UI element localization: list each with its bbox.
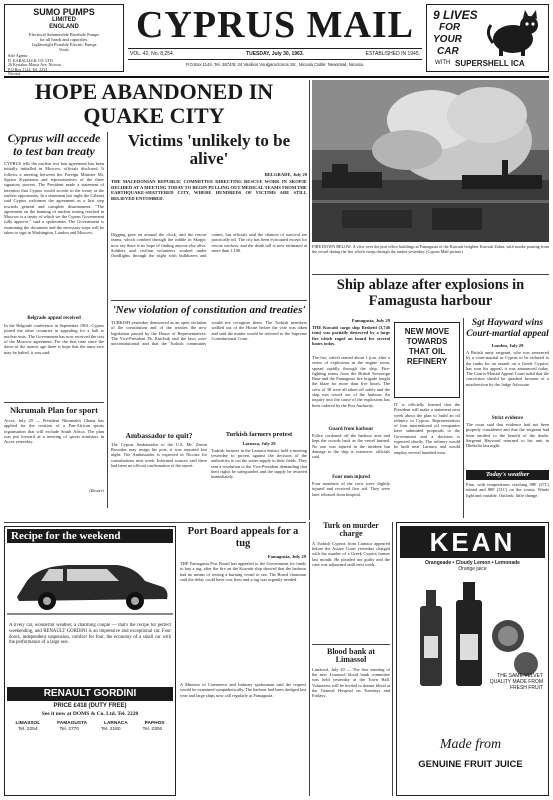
renault-towns: [7, 721, 173, 726]
weather-title: Today's weather: [466, 470, 549, 480]
turkish-farmers-body: Turkish farmers in the Larnaca district held a meeting yesterday to protest against the decision of the authorities to cut the water supply to their fields. They sent a resolution to the Vice-President demanding that their rights be safeguarded and the supply be restored immediately.: [211, 447, 307, 480]
turkish-farmers-story: [211, 432, 307, 520]
sumo-lines: Electrical Submersible Borehole Pumps for all heads and capacities. Lightweight Portable Electric Pumps Units: [28, 32, 100, 52]
cyprus-body: CYPRUS tells the nuclear test ban agreement has been initially initialled in Moscow, officials disclosed. It follows a meeting between the Foreign Minister Mr. Spyros Kyprianou and representatives of the three signatory powers. The President made a statement of intention that Cyprus would accede to the treaty at the earliest opportunity. In a statement last night the Cabinet said Cyprus welcomes the agreement as a first step towards general and complete disarmament. "The agreement on the banning of nuclear testing reached in Moscow is a treaty of which we the Cyprus Government fully approve," said a spokesman. The Government is examining the document and the necessary steps will be taken to sign in Washington, London and Moscow.: [4, 161, 104, 236]
masthead-rule-top: [128, 48, 422, 49]
nkrumah-body: Accra, July 29 — President Nkrumah's Ghana has applied for the creation of a Pan-African sports organisation that will exclude South Africa. The plan was put forward at a meeting of sports ministers in Accra yesterday.: [4, 417, 104, 445]
renault-car-image: [7, 545, 173, 621]
phone-larnaca: Tel. 2180: [101, 727, 121, 732]
ship-sub2: Four men injured: [332, 475, 370, 480]
phone-limassol: Tel. 2254: [18, 727, 38, 732]
oil-refinery-body: IT is officially learned that the President will make a statement next week about the plan to build an oil refinery in Cyprus. Representatives of four international oil companies have submitted proposals to the Government and a decision is expected shortly. The refinery would be built near Larnaca and would employ several hundred men.: [394, 402, 460, 455]
oil-refinery-box: [394, 322, 460, 398]
shell-line5: WITH: [435, 60, 451, 66]
sumo-subtitle1: LIMITED: [52, 17, 76, 23]
protest-body: TURKISH yesterday denounced as an open violation of the constitution and of the treaties the new legislation passed by the House of Representatives. The Vice-President Dr. Kutchuk said the laws were unconstitutional and that the Turkish community would not recognise them. The Turkish members walked out of the House before the vote was taken and said the matter would be referred to the Supreme Constitutional Court.: [111, 320, 307, 347]
rule-ads-top: [4, 522, 306, 523]
cyprus-belgrade-head: Belgrade appeal received: [27, 316, 81, 322]
rule-under-masthead: [4, 76, 549, 78]
turkish-farmers-subhead: Larnaca, July 29: [242, 440, 276, 446]
nkrumah-headline: Nkrumah Plan for sport: [10, 405, 98, 415]
port-board-body: THE Famagusta Port Board has appealed to the Government for funds to buy a tug, after the fire on the Kuwaiti ship showed that the harbour had no means of towing a burning vessel to sea. The Board chairman said the delay could have cost lives and a tug was urgently needed.: [180, 561, 306, 582]
shell-line1: 9 LIVES: [433, 8, 478, 22]
masthead-rule-bottom: [128, 59, 422, 60]
nkrumah-byline: (Reuter): [89, 487, 104, 493]
kean-subtitle: Orangeade • Cloudy Lemon • Lemonade: [425, 560, 520, 566]
rule-victims: [111, 300, 307, 301]
turk-murder-headline: Turk on murder charge: [323, 521, 379, 539]
renault-phones: [7, 727, 173, 732]
masthead-address: P.O.Box 1144, Tel. 2874/5; 24 Vasilios Voulgaroctonos Str., Nicosia Cable: Newsmail, Nicosia.: [185, 62, 365, 67]
hayward-story: [466, 318, 549, 466]
kean-genuine: GENUINE FRUIT JUICE: [418, 759, 523, 770]
photo-caption: FIRE DOWN BELOW. A view over the port office buildings at Famagusta of the Kuwaiti freighter Kuwaiti Zahra, with smoke pouring from the vessel during the fire which swept through the tanker yesterday. (Cyprus Mail picture): [312, 244, 549, 254]
sumo-title: SUMO PUMPS: [33, 7, 95, 17]
town-paphos: PAPHOS: [144, 721, 165, 726]
cat-mascot-icon: [483, 9, 545, 57]
rule-photo: [312, 274, 549, 275]
ship-story-body: [312, 318, 390, 518]
ship-fire-photo: [312, 80, 549, 242]
town-famagusta: FAMAGUSTA: [57, 721, 88, 726]
ship-sub1-body: Police cordoned off the harbour area and kept the crowds back as the vessel burned. No one was injured in the incident but damage to the ship is extensive, officials said.: [312, 433, 390, 460]
renault-ad: [4, 526, 176, 796]
ship-body: The fire, which started about 1 p.m. after a series of explosions in the engine room, spread rapidly through the ship. Fire-fighting teams from the British Sovereign Base and the Famagusta fire brigade fought the blaze for more than five hours. The crew of 38 were all taken off safely and the ship was towed out of the harbour. An inquiry into the cause of the explosions has been ordered by the Port Authority.: [312, 355, 390, 408]
victims-lede: THE MACEDONIAN REPUBLIC COMMITTEE DIRECTING RESCUE WORK IN SKOPJE DECIDED AT A MEETING TODAY TO BEGIN PULLING OUT MEDICAL TEAMS FROM THE EARTHQUAKE-SHATTERED CITY, WHERE HUNDREDS OF VICTIMS ARE STILL BELIEVED ENTOMBED.: [111, 179, 307, 201]
ambassador-body: The Cyprus Ambassador to the U.S. Mr. Zenon Rossides may resign his post, it was reported last night. The Ambassador is expected in Nicosia for consultations next week. Informed sources said there had been no official confirmation of the report.: [111, 441, 207, 469]
weather-body: Fine, with temperatures reaching 98F (37C) inland and 88F (31C) on the coasts. Winds light and variable. Outlook: little change.: [466, 482, 549, 498]
victims-body: Digging goes on around the clock, and the rescue teams, which combed through the rubble in Skopje, now say there is no hope of finding anyone else alive. Soldiers and civilian volunteers worked under floodlights through the night with bulldozers and cranes, but officials said the chances of survival are practically nil. The city has been evacuated except for rescue workers, and the death toll is now estimated at more than 1,100.: [111, 232, 307, 259]
renault-dealer: See it now at DOMS & Co. Ltd. Tel. 2220: [41, 711, 139, 717]
nkrumah-story: [4, 406, 104, 510]
cyprus-headline: Cyprus will accede to test ban treaty: [7, 131, 101, 158]
hayward-dateline: London, July 29: [491, 343, 524, 348]
rule-blood: [312, 644, 390, 645]
recipe-body: A lively car, wonderful weather, a charming couple — that's the recipe for perfect weekending, and RENAULT GORDINI is an impressive and exceptional car. Four doors, independent suspension, comfort for four, the economy of a small car with the performance of a large one.: [9, 623, 171, 646]
masthead-vol: VOL. 42, No. 8,254.: [130, 51, 175, 57]
col-rule-1: [107, 132, 108, 508]
cyprus-test-ban-story: [4, 132, 104, 400]
blood-bank-story: [312, 648, 390, 796]
sumo-subtitle2: ENGLAND: [49, 24, 79, 30]
hayward-sub1: Strict evidence: [491, 416, 524, 421]
port-board-story: [180, 526, 306, 796]
renault-brand: RENAULT GORDINI: [7, 687, 173, 701]
port-board-dateline: Famagusta, July 29: [267, 554, 306, 559]
town-larnaca: LARNACA: [104, 721, 128, 726]
kean-ad: [396, 522, 549, 796]
ship-story: [312, 277, 549, 317]
recipe-title: Recipe for the weekend: [7, 529, 173, 543]
shell-line3: YOUR: [433, 34, 462, 45]
kean-subtitle2: Orange juice: [458, 566, 487, 572]
phone-paphos: Tel. 2306: [142, 727, 162, 732]
col-rule-3: [463, 318, 464, 518]
supershell-ad: [426, 4, 549, 72]
harbour-smoke-image: [312, 80, 549, 242]
ambassador-headline: Ambassador to quit?: [125, 431, 193, 440]
blood-bank-body: Limassol, July 29 — The first meeting of the new Limassol blood bank committee was held yesterday at the Town Hall. Volunteers will be invited to donate blood at the General Hospital on Tuesdays and Fridays.: [312, 666, 390, 699]
ambassador-story: [111, 432, 207, 520]
port-board-body2: A Minister of Commerce and Industry spokesman said the request would be examined sympathetically. The harbour had been dredged last year and large ships now call regularly at Famagusta.: [180, 682, 306, 698]
col-rule-2: [309, 80, 310, 520]
ship-dateline: Famagusta, July 29: [351, 318, 390, 323]
victims-story: [111, 132, 307, 297]
hayward-body: A British army sergeant, who was sentenced by a court-martial in Cyprus to be reduced to the ranks for an assault on a Greek Cypriot, has won his appeal, it was announced today. The Courts-Martial Appeal Court ruled that the conviction should be quashed because of a misdirection by the Judge Advocate.: [466, 350, 549, 387]
kean-title: KEAN: [400, 526, 545, 558]
sumo-pumps-ad: [4, 4, 124, 77]
turk-murder-story: [312, 522, 390, 642]
oil-refinery-headline: NEW MOVE TOWARDS THAT OIL REFINERY: [404, 327, 450, 366]
protest-story: [111, 304, 307, 428]
masthead-date: TUESDAY, July 30, 1963.: [246, 51, 304, 57]
masthead-title: CYPRUS MAIL: [135, 4, 415, 46]
kean-made-from: Made from: [439, 737, 502, 752]
hayward-sub1-body: The court said that evidence had not been properly considered and that the sergeant had been entitled to the benefit of the doubt. Sergeant Hayward returned to his unit in Dhekelia last night.: [466, 422, 549, 449]
ship-sub2-body: Four members of the crew were slightly injured and received first aid. They were later released from hospital.: [312, 481, 390, 497]
victims-headline: Victims 'unlikely to be alive': [127, 131, 291, 168]
renault-price: PRICE £418 (DUTY FREE): [53, 703, 127, 709]
hayward-headline: Sgt Hayward wins Court-martial appeal: [466, 318, 549, 339]
rule-nkrumah: [4, 402, 104, 403]
ship-sub1: Guard from harbour: [328, 427, 374, 432]
col-rule-5: [392, 522, 393, 796]
turkish-farmers-headline: Turkish farmers protest: [225, 431, 293, 438]
main-headline: HOPE ABANDONED IN QUAKE CITY: [34, 79, 274, 128]
ship-headline: Ship ablaze after explosions in Famagusta harbour: [336, 277, 525, 309]
phone-famagusta: Tel. 2770: [59, 727, 79, 732]
blood-bank-headline: Blood bank at Limassol: [326, 647, 376, 665]
sumo-agent: Sole Agents: D. KARALLIS & CO. LTD 26 Kyriakos Matsis Ave, Nicosia P.O.Box 1124, Tel. 2254 Nicosia: [8, 53, 61, 77]
cyprus-belgrade-body: In the Belgrade conference in September 1961, Cyprus joined the other countries in appealing for a halt to nuclear tests. The Government has now received the text of the Moscow agreement. For the first time since the dawn of the atomic age there is hope that the arms race may be halted, it was said.: [4, 323, 104, 355]
shell-line2: FOR: [439, 22, 461, 33]
protest-headline: 'New violation of constitution and treaties': [112, 304, 306, 316]
victims-dateline: BELGRADE, July 29: [264, 172, 307, 177]
ship-lede: THE Kuwaiti cargo ship Reshetti (3,746 tons) was partially destroyed by a large fire which raged on board for several hours today.: [312, 325, 390, 346]
turk-murder-body: A Turkish Cypriot from Larnaca appeared before the Assize Court yesterday charged with the murder of a Greek Cypriot farmer last month. He pleaded not guilty and the case was adjourned until next week.: [312, 540, 390, 567]
masthead-established: ESTABLISHED IN 1945.: [365, 51, 420, 57]
port-board-headline: Port Board appeals for a tug: [187, 526, 299, 549]
shell-line4: CAR: [437, 46, 459, 57]
kean-same-quality: THE SAME VELVET QUALITY MADE FROM FRESH FRUIT: [489, 673, 543, 691]
town-limassol: LIMASSOL: [15, 721, 41, 726]
masthead: [128, 4, 422, 72]
shell-line6: SUPERSHELL ICA: [455, 59, 525, 68]
col-rule-4: [309, 522, 310, 796]
